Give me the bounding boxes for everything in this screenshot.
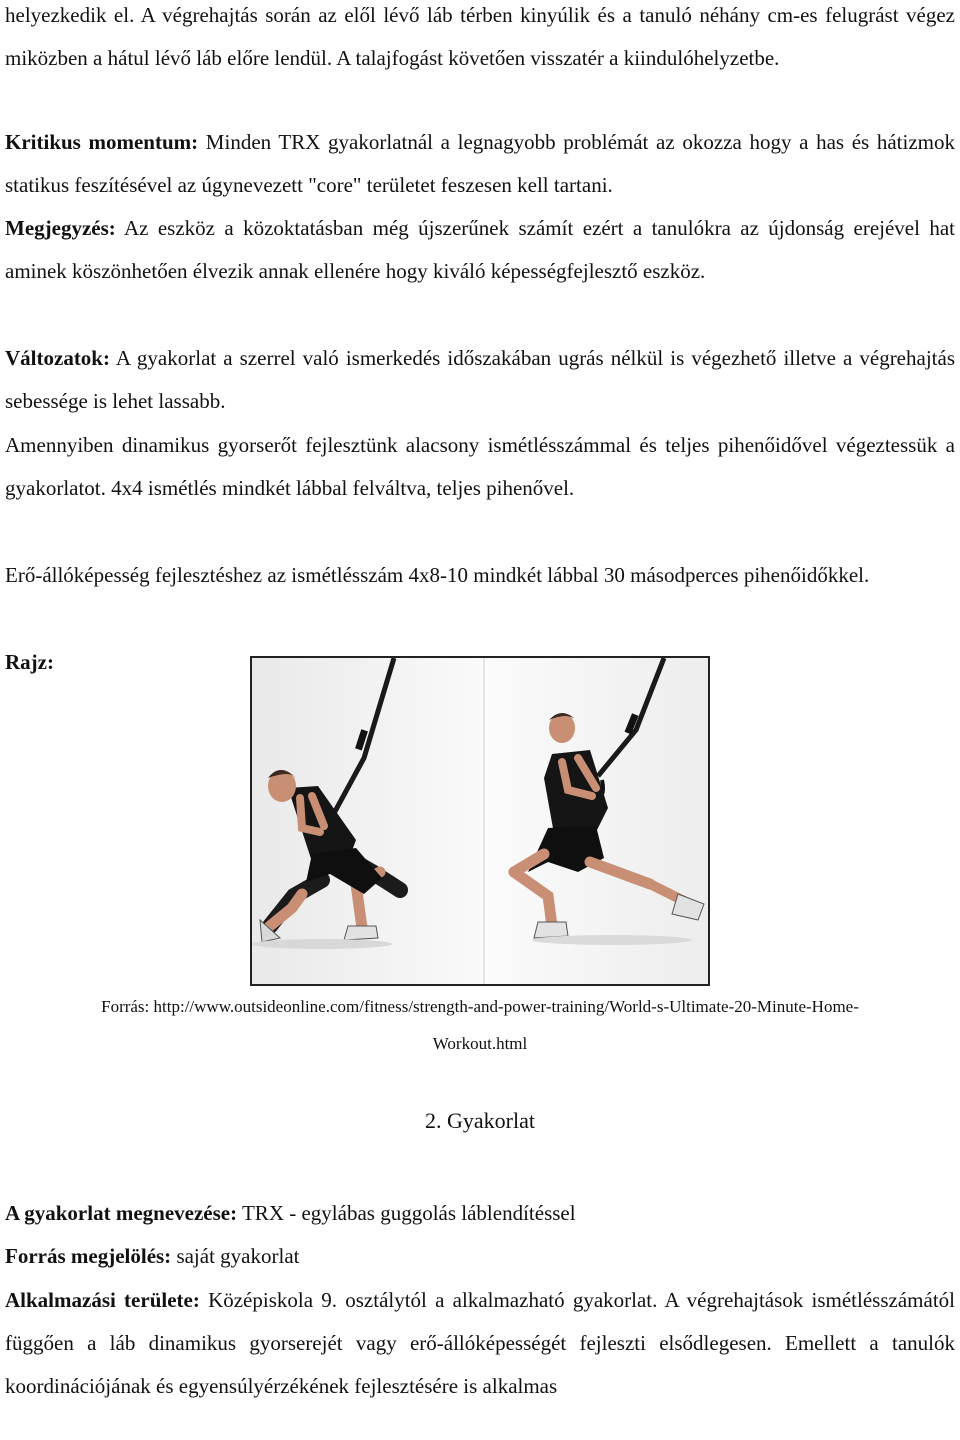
dynamic-power-text: Amennyiben dinamikus gyorserőt fejlesztünk alacsony ismétlésszámmal és teljes pihenőidővel végeztessük a gyakorlatot. 4x4 ismétlés mindkét lábbal felváltva, teljes pihenővel. [5, 433, 955, 501]
exercise-source-value: saját gyakorlat [171, 1244, 300, 1268]
exercise-source-line [5, 1235, 955, 1278]
exercise-source-label: Forrás megjelölés: [5, 1244, 172, 1268]
exercise-application-label: Alkalmazási területe: [5, 1288, 200, 1312]
exercise-name-label: A gyakorlat megnevezése: [5, 1201, 238, 1225]
paragraph-note [5, 207, 955, 293]
exercise-application-text: Középiskola 9. osztálytól a alkalmazható gyakorlat. A végrehajtások ismétlésszámától függően a láb dinamikus gyorserejét vagy erő-állóképességét fejleszti elsődlegesen. Emellett a tanulók koordinációjának és egyensúlyérzékének fejlesztésére is alkalmas [5, 1288, 955, 1399]
exercise-application-paragraph [5, 1279, 955, 1409]
caption-source-url-line2: Workout.html [432, 1034, 528, 1053]
critical-moment-text: Minden TRX gyakorlatnál a legnagyobb problémát az okozza hogy a has és hátizmok statikus feszítésével az úgynevezett "core" területet feszesen kell tartani. [5, 130, 955, 198]
critical-moment-label: Kritikus momentum: [5, 130, 199, 154]
trx-exercise-photo [250, 656, 710, 986]
drawing-label: Rajz: [5, 650, 54, 674]
paragraph-critical-moment [5, 121, 955, 207]
section-heading [0, 1108, 960, 1134]
variants-label: Változatok: [5, 346, 110, 370]
paragraph-execution [5, 0, 955, 80]
section-heading-text: 2. Gyakorlat [425, 1108, 535, 1133]
variants-text: A gyakorlat a szerrel való ismerkedés időszakában ugrás nélkül is végezhető illetve a végrehajtás sebessége is lehet lassabb. [5, 346, 955, 414]
paragraph-endurance [5, 554, 955, 597]
caption-source-url-line1: Forrás: http://www.outsideonline.com/fitness/strength-and-power-training/World-s-Ultimate-20-Minute-Home- [101, 997, 859, 1016]
exercise-name-line [5, 1192, 955, 1235]
photo-caption-line-2 [0, 1034, 960, 1054]
paragraph-variants [5, 337, 955, 423]
note-label: Megjegyzés: [5, 216, 116, 240]
paragraph-dynamic-power [5, 424, 955, 510]
photo-caption-line-1 [0, 997, 960, 1017]
note-text: Az eszköz a közoktatásban még újszerűnek számít ezért a tanulókra az újdonság erejével hat aminek köszönhetően élvezik annak ellenére hogy kiváló képességfejlesztő eszköz. [5, 216, 955, 284]
endurance-text: Erő-állóképesség fejlesztéshez az ismétlésszám 4x8-10 mindkét lábbal 30 másodperces pihenőidőkkel. [5, 563, 870, 587]
execution-text: helyezkedik el. A végrehajtás során az elől lévő láb térben kinyúlik és a tanuló néhány cm-es felugrást végez miközben a hátul lévő láb előre lendül. A talajfogást követően visszatér a kiindulóhelyzetbe. [5, 3, 955, 71]
exercise-name-value: TRX - egylábas guggolás láblendítéssel [237, 1201, 576, 1225]
